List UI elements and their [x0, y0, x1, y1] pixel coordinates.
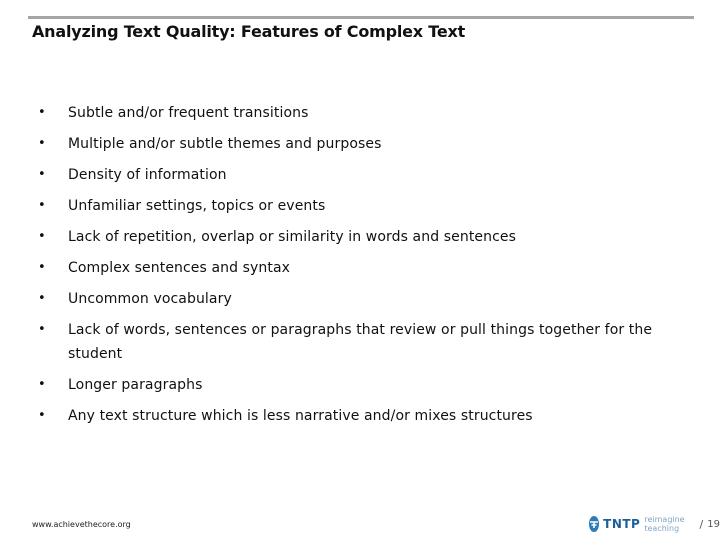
footer-logo	[589, 515, 720, 533]
bullet-icon: •	[38, 229, 46, 244]
bullet-icon: •	[38, 167, 46, 182]
page-separator: /	[699, 517, 704, 531]
bullet-icon: •	[38, 377, 46, 392]
bullet-text: Multiple and/or subtle themes and purposes	[68, 136, 382, 152]
bullet-item	[36, 373, 696, 397]
bullet-text: Any text structure which is less narrative and/or mixes structures	[68, 408, 533, 424]
bullet-text: Uncommon vocabulary	[68, 291, 232, 307]
bullet-item	[36, 132, 696, 156]
slide-title: Analyzing Text Quality: Features of Complex Text	[32, 22, 466, 41]
bullet-text: Unfamiliar settings, topics or events	[68, 198, 326, 214]
logo-text: TNTP	[603, 517, 641, 531]
bullet-text: Lack of words, sentences or paragraphs that review or pull things together for the student	[68, 322, 653, 362]
bullet-text: Complex sentences and syntax	[68, 260, 291, 276]
bullet-item	[36, 225, 696, 249]
bullet-item	[36, 256, 696, 280]
bullet-item	[36, 163, 696, 187]
page-number: 19	[707, 518, 720, 530]
bullet-text: Density of information	[68, 167, 227, 183]
bullet-icon: •	[38, 291, 46, 306]
bullet-text: Subtle and/or frequent transitions	[68, 105, 309, 121]
tntp-logo-icon	[589, 516, 599, 532]
bullet-icon: •	[38, 322, 46, 337]
bullet-item	[36, 318, 696, 366]
bullet-icon: •	[38, 198, 46, 213]
logo-tagline: reimagine teaching	[644, 515, 685, 533]
bullet-list	[36, 101, 696, 435]
bullet-item	[36, 101, 696, 125]
bullet-icon: •	[38, 136, 46, 151]
bullet-icon: •	[38, 260, 46, 275]
bullet-item	[36, 404, 696, 428]
title-rule	[28, 16, 694, 19]
bullet-icon: •	[38, 408, 46, 423]
bullet-item	[36, 194, 696, 218]
bullet-item	[36, 287, 696, 311]
bullet-text: Longer paragraphs	[68, 377, 203, 393]
bullet-text: Lack of repetition, overlap or similarity in words and sentences	[68, 229, 517, 245]
footer-url[interactable]: www.achievethecore.org	[32, 520, 131, 529]
bullet-icon: •	[38, 105, 46, 120]
